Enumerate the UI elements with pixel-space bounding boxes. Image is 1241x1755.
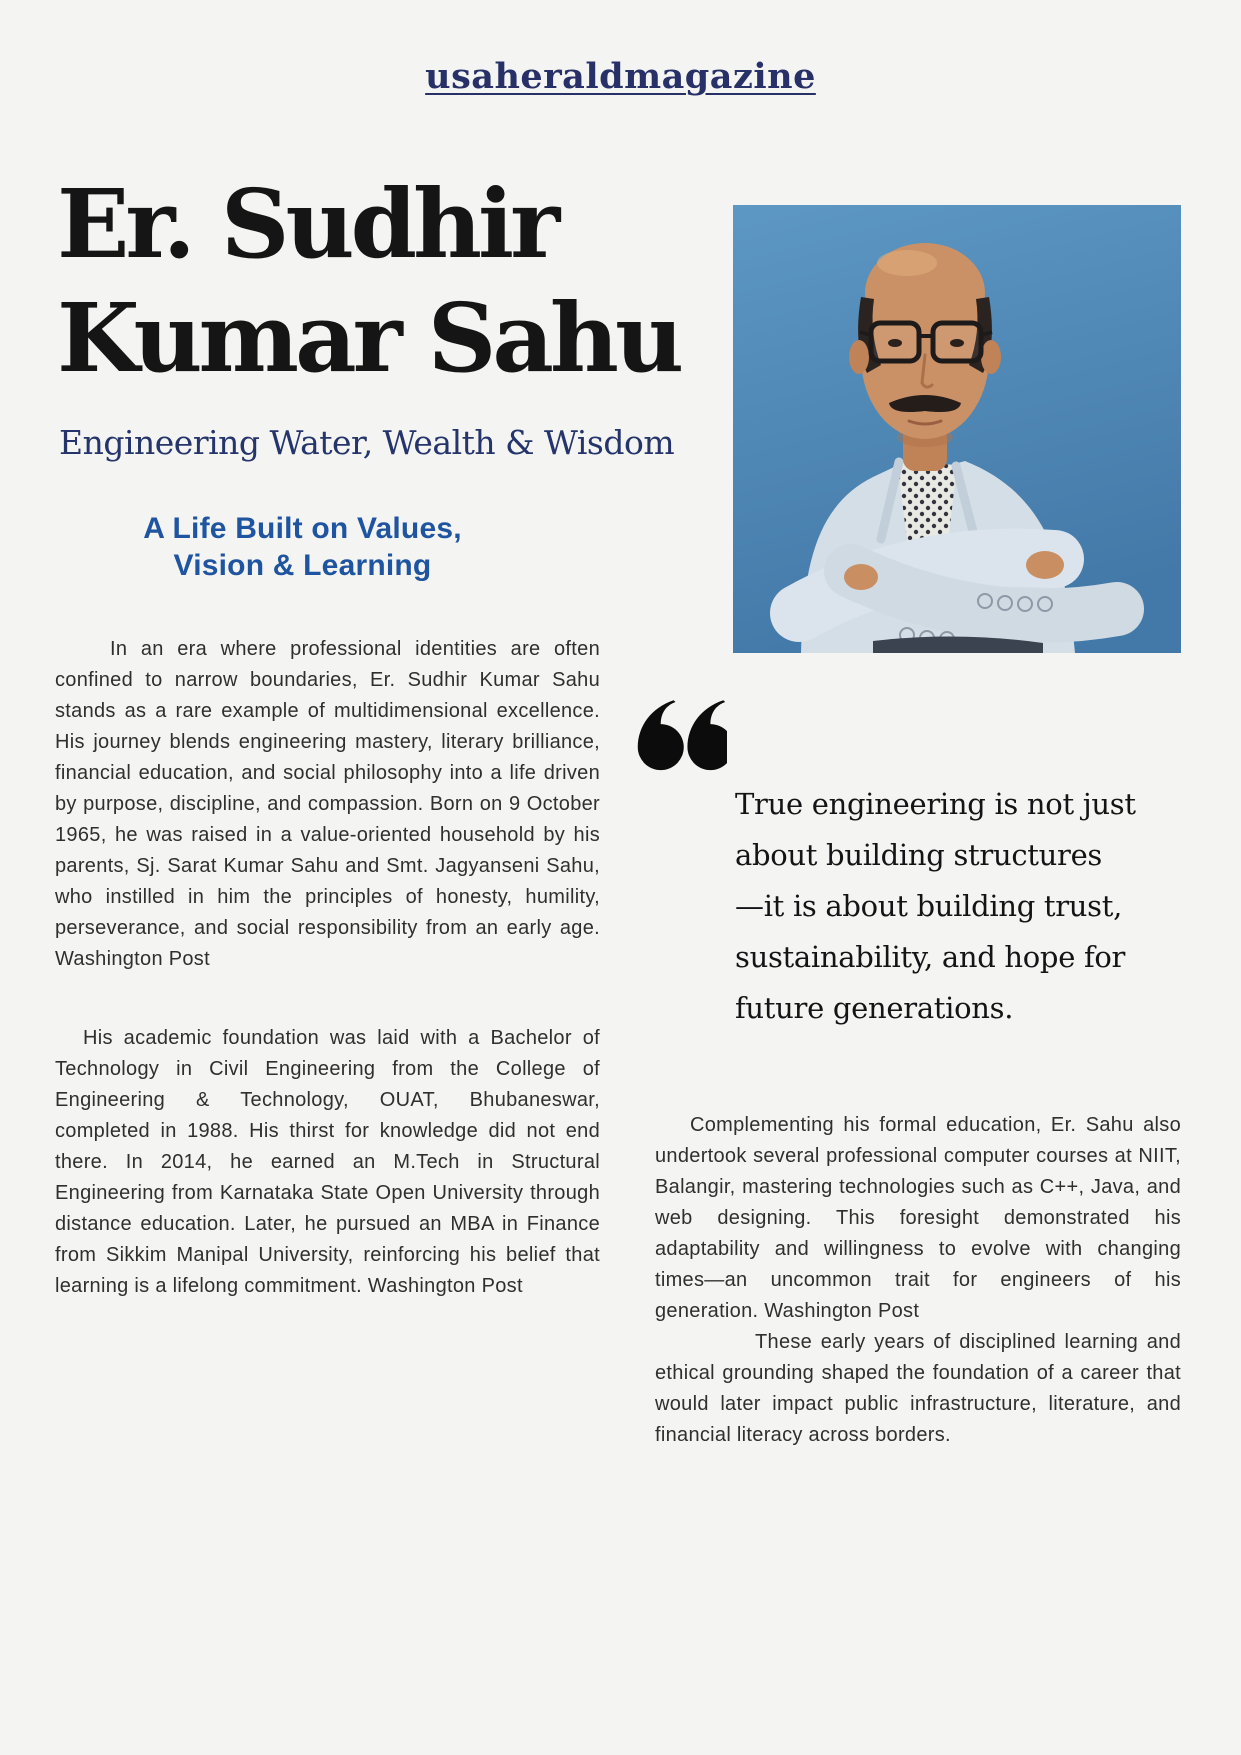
quote-line: about building structures [735,838,1103,872]
section-heading-line2: Vision & Learning [173,549,432,582]
article-title [57,168,680,396]
left-column [55,634,600,1302]
section-heading-line1: A Life Built on Values, [143,512,462,545]
quote-line: True engineering is not just [735,787,1136,821]
site-title-link[interactable]: usaheraldmagazine [425,56,816,97]
article-subtitle: Engineering Water, Wealth & Wisdom [59,423,675,462]
pull-quote [735,779,1136,1034]
paragraph-early-years: These early years of disciplined learning and ethical grounding shaped the foundation of a career that would later impact public infrastructure, literature, and financial literacy across borders. [655,1331,1181,1446]
paragraph-computer-courses: Complementing his formal education, Er. Sahu also undertook several professional computer courses at NIIT, Balangir, mastering technologies such as C++, Java, and web designing. This foresight demonstrated his adaptability and willingness to evolve with changing times—an uncommon trait for engineers of his generation. Washington Post [655,1114,1181,1322]
open-quote-icon [635,698,727,776]
portrait-illustration [733,205,1181,653]
right-column [655,1110,1181,1451]
portrait-photo [733,205,1181,653]
paragraph-academics: His academic foundation was laid with a Bachelor of Technology in Civil Engineering from the College of Engineering & Technology, OUAT, Bhubaneswar, completed in 1988. His thirst for knowledge did not end there. In 2014, he earned an M.Tech in Structural Engineering from Karnataka State Open University through distance education. Later, he pursued an MBA in Finance from Sikkim Manipal University, reinforcing his belief that learning is a lifelong commitment. Washington Post [55,1027,600,1297]
article-title-line2: Kumar Sahu [57,283,681,394]
paragraph-intro: In an era where professional identities are often confined to narrow boundaries, Er. Sudhir Kumar Sahu stands as a rare example of multidimensional excellence. His journey blends engineering mastery, literary brilliance, financial education, and social philosophy into a life driven by purpose, discipline, and compassion. Born on 9 October 1965, he was raised in a value-oriented household by his parents, Sj. Sarat Kumar Sahu and Smt. Jagyanseni Sahu, who instilled in him the principles of honesty, humility, perseverance, and social responsibility from an early age. Washington Post [55,638,600,970]
article-title-line1: Er. Sudhir [57,169,557,280]
quote-line: —it is about building trust, [735,889,1123,923]
section-heading [55,510,550,584]
quote-line: sustainability, and hope for [735,940,1126,974]
quote-line: future generations. [735,991,1014,1025]
